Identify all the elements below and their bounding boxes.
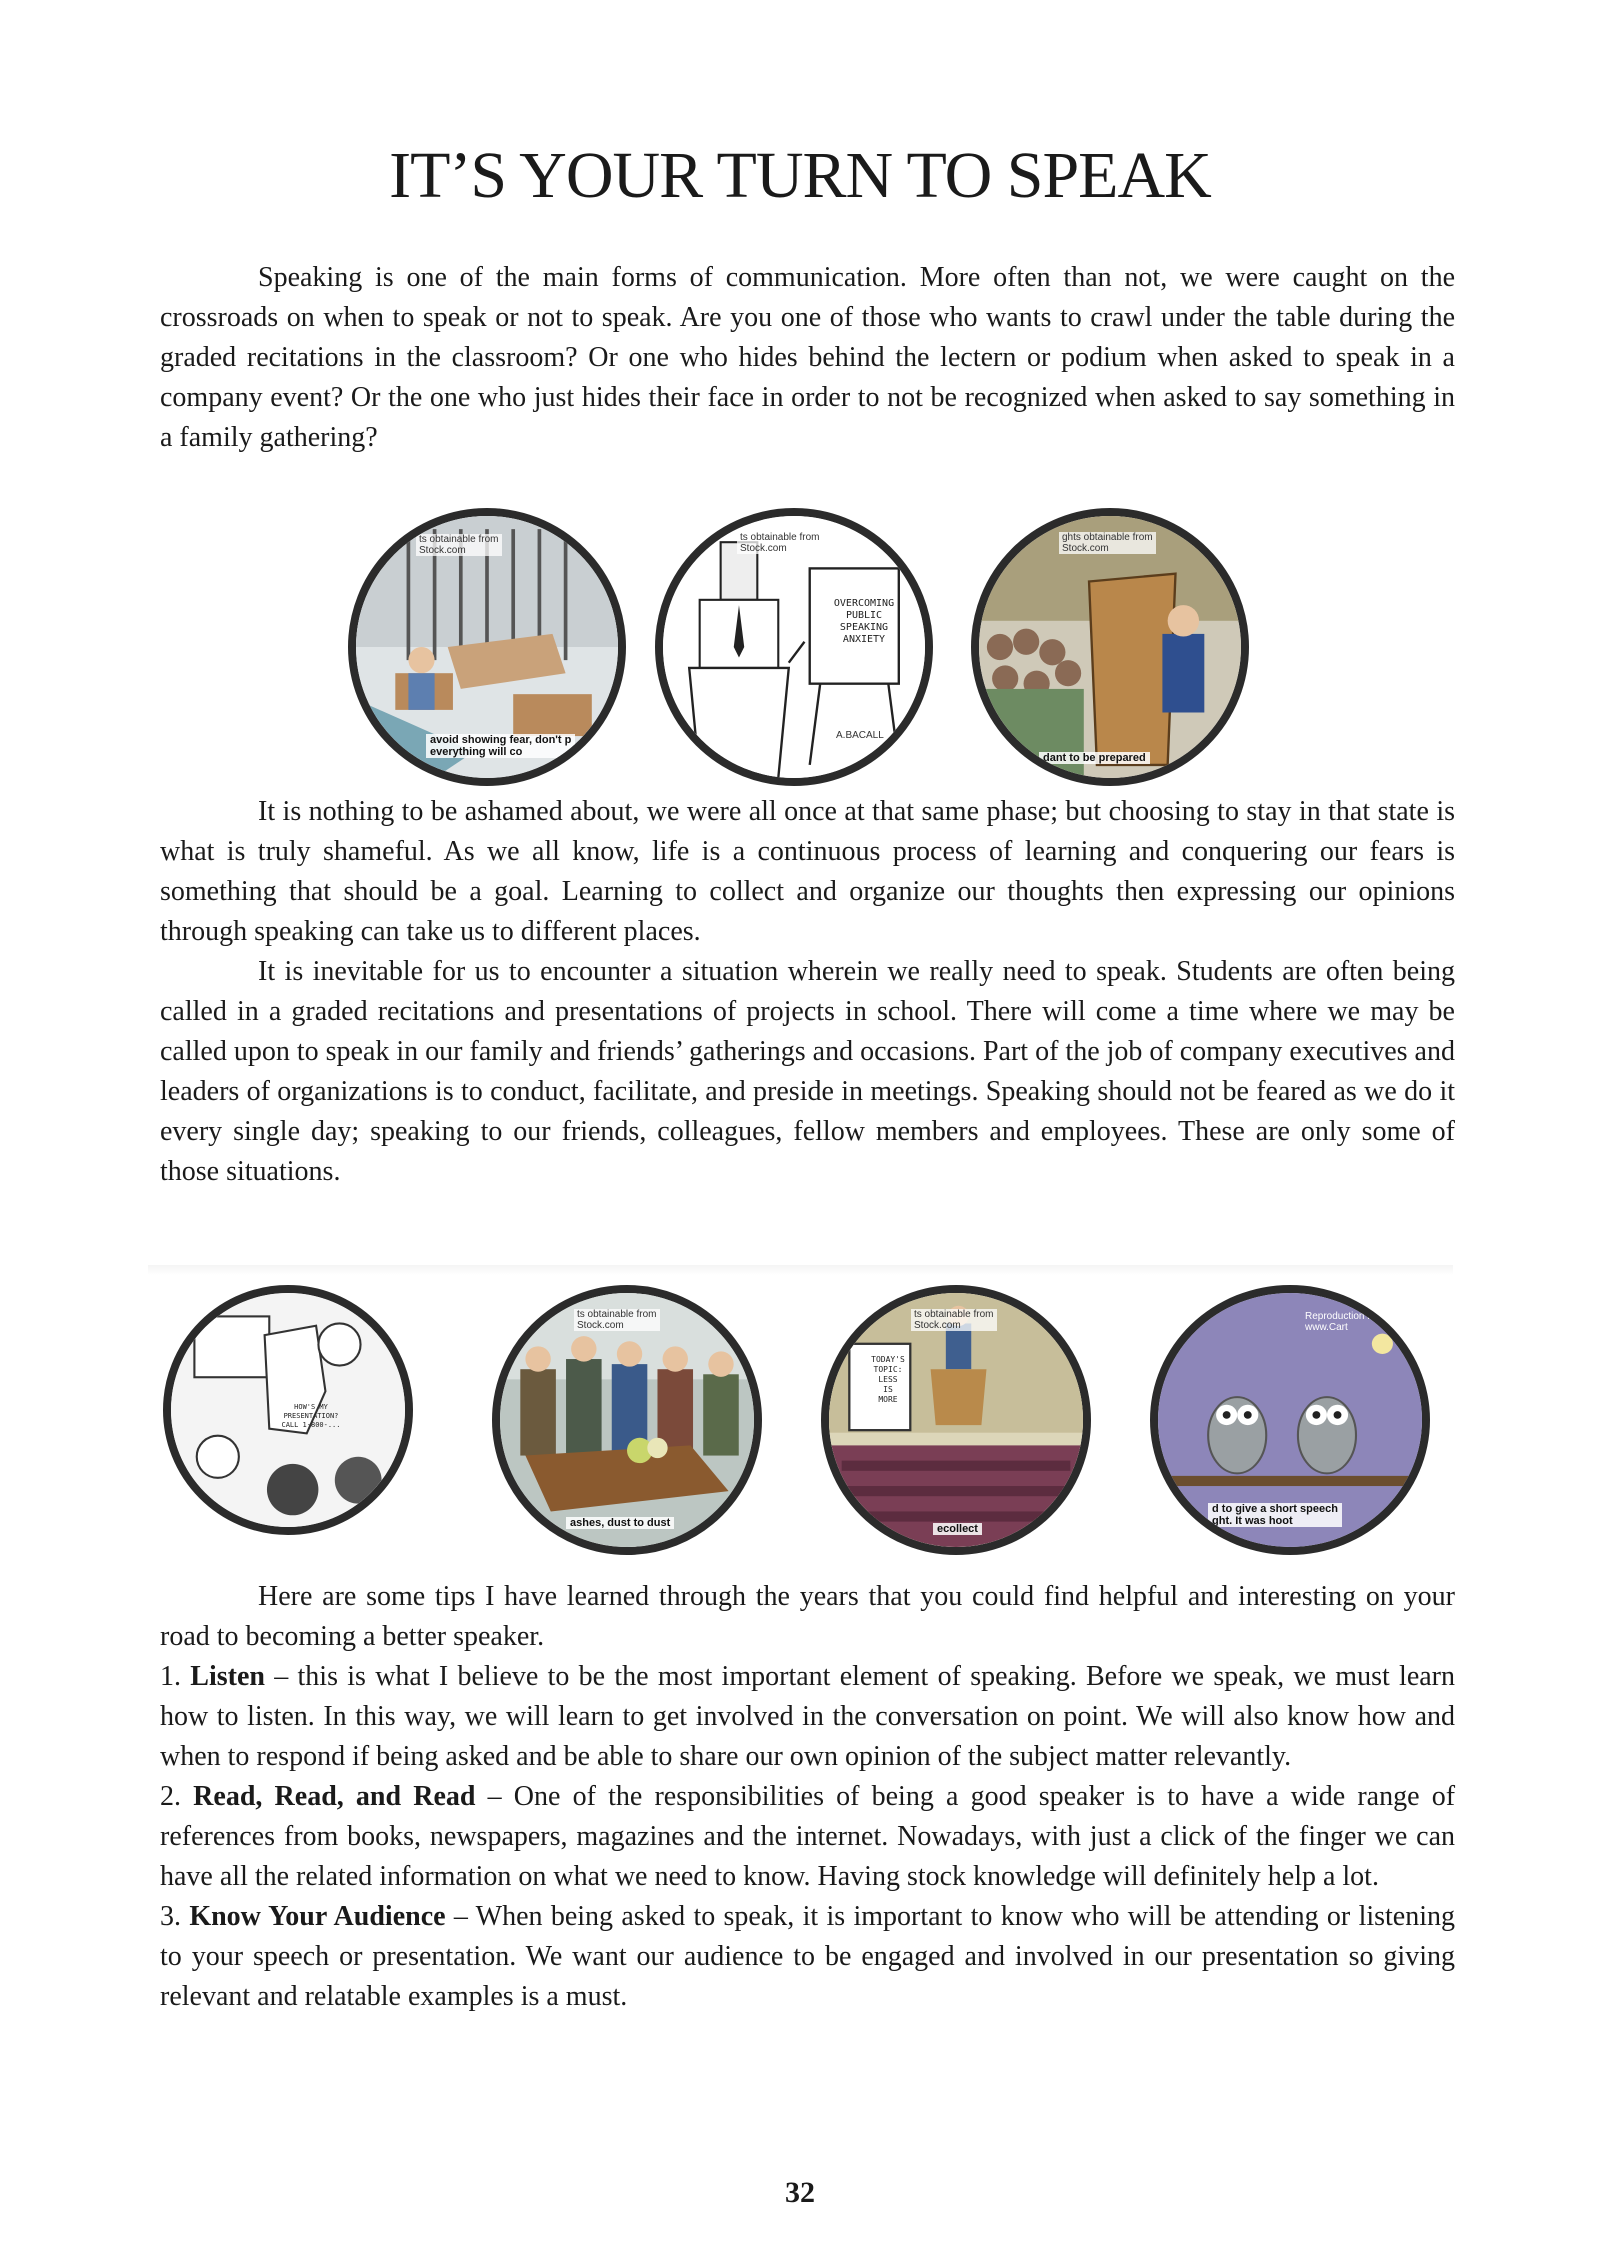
- sign-line: PUBLIC: [845, 610, 883, 621]
- cartoon-caption: d to give a short speech ght. It was hoot: [1208, 1503, 1342, 1527]
- cartoon-funeral-speech: [492, 1285, 762, 1555]
- paragraph-1: Speaking is one of the main forms of communication. More often than not, we were caught on the crossroads on when to speak or not to speak. Are you one of those who wants to crawl under the table during the graded recitations in the classroom? Or one who hides behind the lectern or podium when asked to speak in a company event? Or the one who just hides their face in order to not be recognized when asked to say something in a family gathering?: [160, 262, 1455, 453]
- watermark-text: ts obtainable from Stock.com: [416, 534, 502, 556]
- body-paragraph-block: [160, 792, 1455, 1192]
- tips-block: [160, 1577, 1455, 2017]
- anxiety-sign: [819, 598, 909, 646]
- tip-number: 2.: [160, 1781, 181, 1812]
- sign-line: MORE: [878, 1395, 898, 1404]
- page-title: IT’S YOUR TURN TO SPEAK: [389, 139, 1211, 212]
- image-strip-edge: [148, 1265, 1453, 1275]
- tip-read: [160, 1777, 1455, 1897]
- watermark-text: ts obtainable from Stock.com: [911, 1309, 997, 1331]
- watermark-text: Reproduction Rights www.Cart: [1305, 1311, 1396, 1333]
- tip-heading: Know Your Audience: [189, 1901, 446, 1932]
- tip-text: – One of the responsibilities of being a good speaker is to have a wide range of references from books, newspapers, magazines and the internet. Nowadays, with just a click of the finger we can have all the related information on what we need to know. Having stock knowledge will definitely help a lot.: [160, 1781, 1456, 1892]
- board-line: HOW'S MY: [294, 1403, 328, 1411]
- cartoon-hiding-behind-lectern: [971, 508, 1249, 786]
- paragraph-2: It is nothing to be ashamed about, we were all once at that same phase; but choosing to stay in that state is what is truly shameful. As we all know, life is a continuous process of learning and conquering our fears is something that should be a goal. Learning to collect and organize our thoughts then expressing our opinions through speaking can take us to different places.: [160, 796, 1455, 947]
- sign-line: TOPIC:: [873, 1365, 903, 1374]
- sign-line: LESS: [878, 1375, 898, 1384]
- tip-text: – When being asked to speak, it is important to know who will be attending or listening to your speech or presentation. We want our audience to be engaged and involved in our presentation so giving relevant and relatable examples is a must.: [160, 1901, 1456, 2012]
- sign-line: ANXIETY: [842, 634, 886, 645]
- signature-text: A.BACALL: [836, 730, 884, 741]
- page-number: 32: [785, 2176, 815, 2209]
- tip-text: – this is what I believe to be the most important element of speaking. Before we speak, we must learn how to listen. In this way, we will learn to get involved in the conversation on point. We will also know how and when to respond if being asked and be able to share our own opinion of the subject matter relevantly.: [160, 1661, 1455, 1772]
- cartoon-caption: avoid showing fear, don't p everything will co: [426, 734, 575, 758]
- topic-sign: [855, 1355, 921, 1405]
- watermark-text: ghts obtainable from Stock.com: [1059, 532, 1156, 554]
- tip-number: 1.: [160, 1661, 181, 1692]
- watermark-text: ts obtainable from Stock.com: [574, 1309, 660, 1331]
- cartoon-jail-classroom: [348, 508, 626, 786]
- watermark-text: ts obtainable from Stock.com: [737, 532, 823, 554]
- tip-listen: [160, 1657, 1455, 1777]
- tip-heading: Listen: [190, 1661, 265, 1692]
- cartoon-caption: ashes, dust to dust: [566, 1517, 674, 1529]
- sign-line: SPEAKING: [839, 622, 889, 633]
- board-line: CALL 1-800-...: [281, 1421, 341, 1429]
- presentation-sign: [271, 1403, 351, 1430]
- tip-number: 3.: [160, 1901, 181, 1932]
- tip-know-audience: [160, 1897, 1455, 2017]
- sign-line: OVERCOMING: [833, 598, 895, 609]
- sign-line: TODAY'S: [871, 1355, 905, 1364]
- cartoon-public-speaking-anxiety: [655, 508, 933, 786]
- cartoon-owls: [1150, 1285, 1430, 1555]
- cartoon-less-is-more: [821, 1285, 1091, 1555]
- paragraph-4: Here are some tips I have learned through the years that you could find helpful and interesting on your road to becoming a better speaker.: [160, 1581, 1455, 1652]
- cartoon-caption: ecollect: [933, 1523, 982, 1535]
- tip-heading: Read, Read, and Read: [193, 1781, 476, 1812]
- intro-paragraph-block: [160, 258, 1455, 458]
- sign-line: IS: [883, 1385, 893, 1394]
- board-line: PRESENTATION?: [283, 1412, 339, 1420]
- cartoon-presentation-feedback: [163, 1285, 413, 1535]
- paragraph-3: It is inevitable for us to encounter a situation wherein we really need to speak. Students are often being called in a graded recitations and presentations of projects in school. There will come a time where we may be called upon to speak in our family and friends’ gatherings and occasions. Part of the job of company executives and leaders of organizations is to conduct, facilitate, and preside in meetings. Speaking should not be feared as we do it every single day; speaking to our friends, colleagues, fellow members and employees. These are only some of those situations.: [160, 956, 1455, 1187]
- cartoon-caption: dant to be prepared: [1039, 752, 1150, 764]
